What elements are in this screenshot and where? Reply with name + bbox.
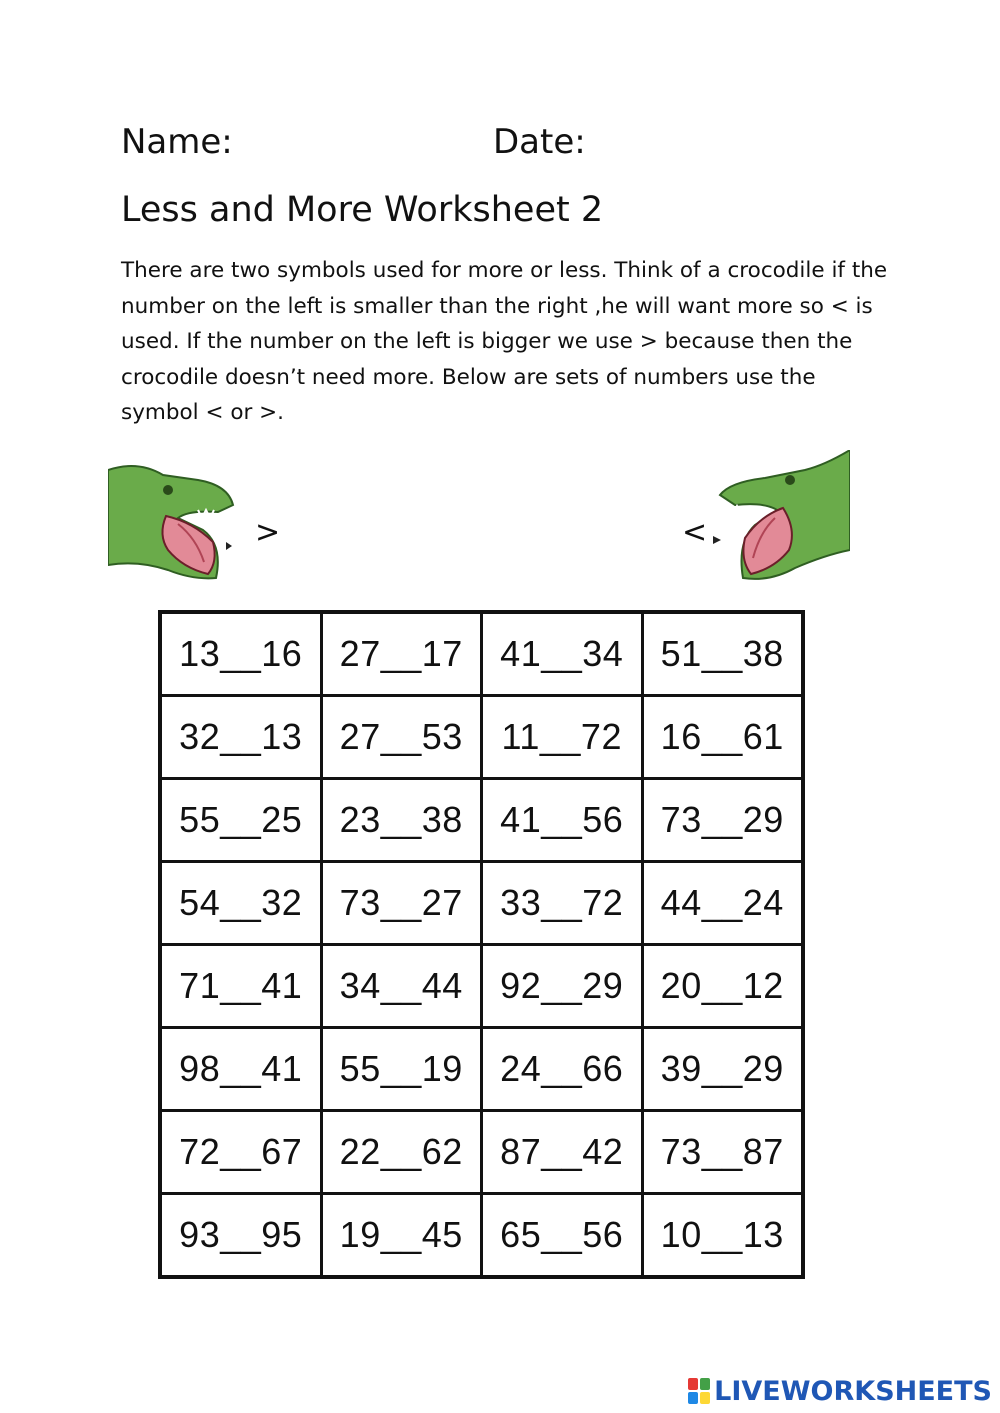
liveworksheets-brand — [688, 1375, 992, 1407]
comparison-cell[interactable]: 33__72 — [482, 862, 643, 945]
comparison-cell[interactable]: 51__38 — [642, 612, 803, 696]
comparison-cell[interactable]: 34__44 — [321, 945, 482, 1028]
worksheet-title: Less and More Worksheet 2 — [121, 190, 604, 230]
comparison-cell[interactable]: 10__13 — [642, 1194, 803, 1278]
less-than-symbol: < — [682, 515, 708, 550]
liveworksheets-logo-icon — [688, 1378, 710, 1404]
comparison-cell[interactable]: 71__41 — [160, 945, 321, 1028]
comparison-cell[interactable]: 65__56 — [482, 1194, 643, 1278]
name-label: Name: — [121, 122, 233, 162]
comparison-cell[interactable]: 98__41 — [160, 1028, 321, 1111]
comparison-cell[interactable]: 19__45 — [321, 1194, 482, 1278]
comparison-cell[interactable]: 54__32 — [160, 862, 321, 945]
grid-row — [160, 696, 803, 779]
instructions-text: There are two symbols used for more or less. Think of a crocodile if the number on the left is smaller than the right ,he will want more so < is used. If the number on the left is bigger we use > because then the crocodile doesn’t need more. Below are sets of numbers use the symbol < or >. — [121, 258, 888, 425]
logo-square — [688, 1392, 698, 1404]
comparison-cell[interactable]: 41__34 — [482, 612, 643, 696]
logo-square — [700, 1378, 710, 1390]
comparison-cell[interactable]: 39__29 — [642, 1028, 803, 1111]
comparison-cell[interactable]: 27__17 — [321, 612, 482, 696]
comparison-cell[interactable]: 55__19 — [321, 1028, 482, 1111]
grid-row — [160, 1028, 803, 1111]
comparison-cell[interactable]: 22__62 — [321, 1111, 482, 1194]
comparison-cell[interactable]: 93__95 — [160, 1194, 321, 1278]
logo-square — [700, 1392, 710, 1404]
grid-row — [160, 945, 803, 1028]
grid-row — [160, 779, 803, 862]
comparison-cell[interactable]: 24__66 — [482, 1028, 643, 1111]
comparison-cell[interactable]: 73__29 — [642, 779, 803, 862]
grid-row — [160, 1194, 803, 1278]
comparison-cell[interactable]: 27__53 — [321, 696, 482, 779]
crocodile-left-icon — [108, 450, 253, 585]
comparison-cell[interactable]: 32__13 — [160, 696, 321, 779]
crocodile-right-icon — [705, 450, 850, 585]
comparison-cell[interactable]: 72__67 — [160, 1111, 321, 1194]
brand-text: LIVEWORKSHEETS — [714, 1375, 992, 1407]
comparison-cell[interactable]: 16__61 — [642, 696, 803, 779]
logo-square — [688, 1378, 698, 1390]
comparison-cell[interactable]: 44__24 — [642, 862, 803, 945]
comparison-cell[interactable]: 55__25 — [160, 779, 321, 862]
greater-than-symbol: > — [255, 515, 281, 550]
comparison-cell[interactable]: 92__29 — [482, 945, 643, 1028]
comparison-cell[interactable]: 73__27 — [321, 862, 482, 945]
comparison-cell[interactable]: 87__42 — [482, 1111, 643, 1194]
comparison-cell[interactable]: 41__56 — [482, 779, 643, 862]
grid-row — [160, 1111, 803, 1194]
comparison-cell[interactable]: 11__72 — [482, 696, 643, 779]
comparison-cell[interactable]: 20__12 — [642, 945, 803, 1028]
grid-row — [160, 862, 803, 945]
comparison-grid — [158, 610, 805, 1279]
date-label: Date: — [493, 122, 586, 162]
header-row — [121, 122, 821, 172]
grid-row — [160, 612, 803, 696]
comparison-cell[interactable]: 73__87 — [642, 1111, 803, 1194]
comparison-cell[interactable]: 23__38 — [321, 779, 482, 862]
comparison-cell[interactable]: 13__16 — [160, 612, 321, 696]
